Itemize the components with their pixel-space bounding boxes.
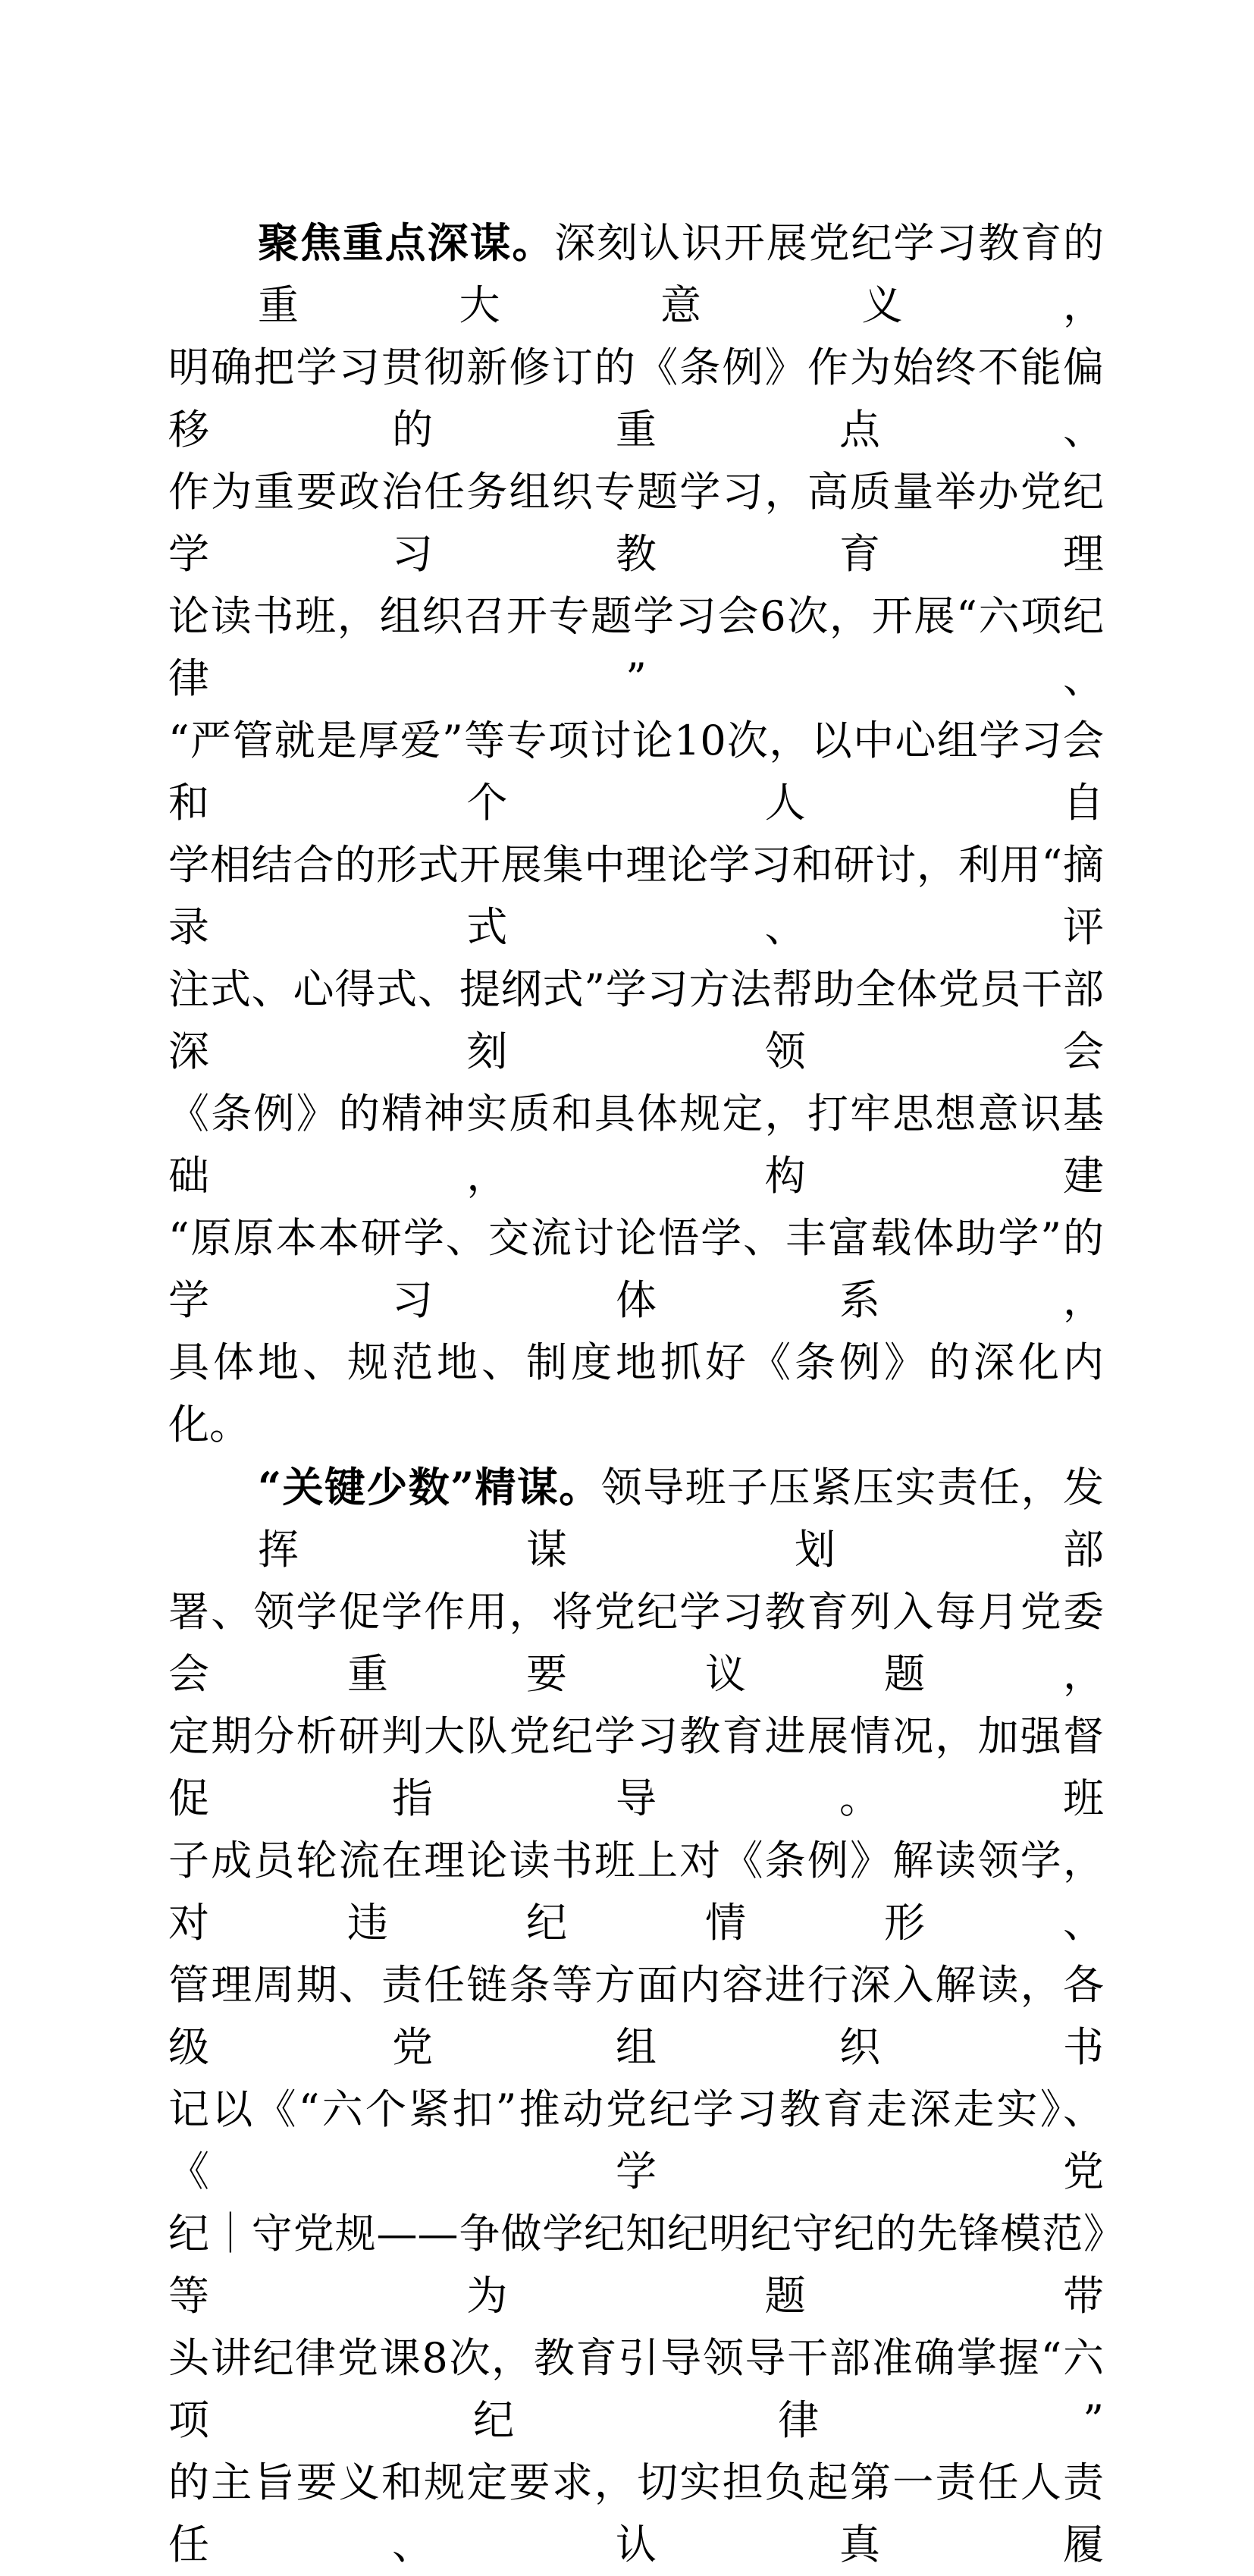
text-line: 子成员轮流在理论读书班上对《条例》解读领学，对违纪情形、 — [168, 1837, 1104, 1947]
text-line: 署、领学促学作用，将党纪学习教育列入每月党委会重要议题， — [168, 1588, 1104, 1698]
text-line: “严管就是厚爱”等专项讨论10次，以中心组学习会和个人自 — [168, 717, 1104, 827]
text-line: 纪｜守党规——争做学纪知纪明纪守纪的先锋模范》等为题带 — [168, 2210, 1104, 2320]
paragraph-heading: 聚焦重点深谋。 — [258, 218, 555, 267]
text-line: 定期分析研判大队党纪学习教育进展情况，加强督促指导。班 — [168, 1712, 1104, 1822]
text-line: 《条例》的精神实质和具体规定，打牢思想意识基础，构建 — [168, 1090, 1104, 1200]
text-line: 学相结合的形式开展集中理论学习和研讨，利用“摘录式、评 — [168, 841, 1104, 951]
text-line: 管理周期、责任链条等方面内容进行深入解读，各级党组织书 — [168, 1961, 1104, 2071]
paragraph-focus-key-points — [168, 212, 1104, 1456]
text-line: 头讲纪律党课8次，教育引导领导干部准确掌握“六项纪律” — [168, 2334, 1104, 2444]
paragraph-heading: “关键少数”精谋。 — [258, 1463, 601, 1511]
text-line: 作为重要政治任务组织专题学习，高质量举办党纪学习教育理 — [168, 468, 1104, 578]
paragraph-text: 深刻认识开展党纪学习教育的重大意义， — [258, 219, 1105, 329]
paragraph-first-line — [168, 212, 1104, 337]
text-line: “原原本本研学、交流讨论悟学、丰富载体助学”的学习体系， — [168, 1214, 1104, 1324]
text-line: 具体地、规范地、制度地抓好《条例》的深化内化。 — [168, 1338, 1104, 1448]
document-page — [168, 212, 1104, 2576]
text-line: 论读书班，组织召开专题学习会6次，开展“六项纪律”、 — [168, 592, 1104, 702]
text-line: 注式、心得式、提纲式”学习方法帮助全体党员干部深刻领会 — [168, 965, 1104, 1075]
paragraph-key-minority — [168, 1456, 1104, 2576]
text-line: 明确把学习贯彻新修订的《条例》作为始终不能偏移的重点、 — [168, 344, 1104, 453]
text-line: 记以《“六个紧扣”推动党纪学习教育走深走实》、《学党 — [168, 2085, 1104, 2195]
text-line: 的主旨要义和规定要求，切实担负起第一责任人责任、认真履 — [168, 2458, 1104, 2568]
paragraph-first-line — [168, 1456, 1104, 1581]
paragraph-text: 领导班子压紧压实责任，发挥谋划部 — [258, 1464, 1105, 1574]
